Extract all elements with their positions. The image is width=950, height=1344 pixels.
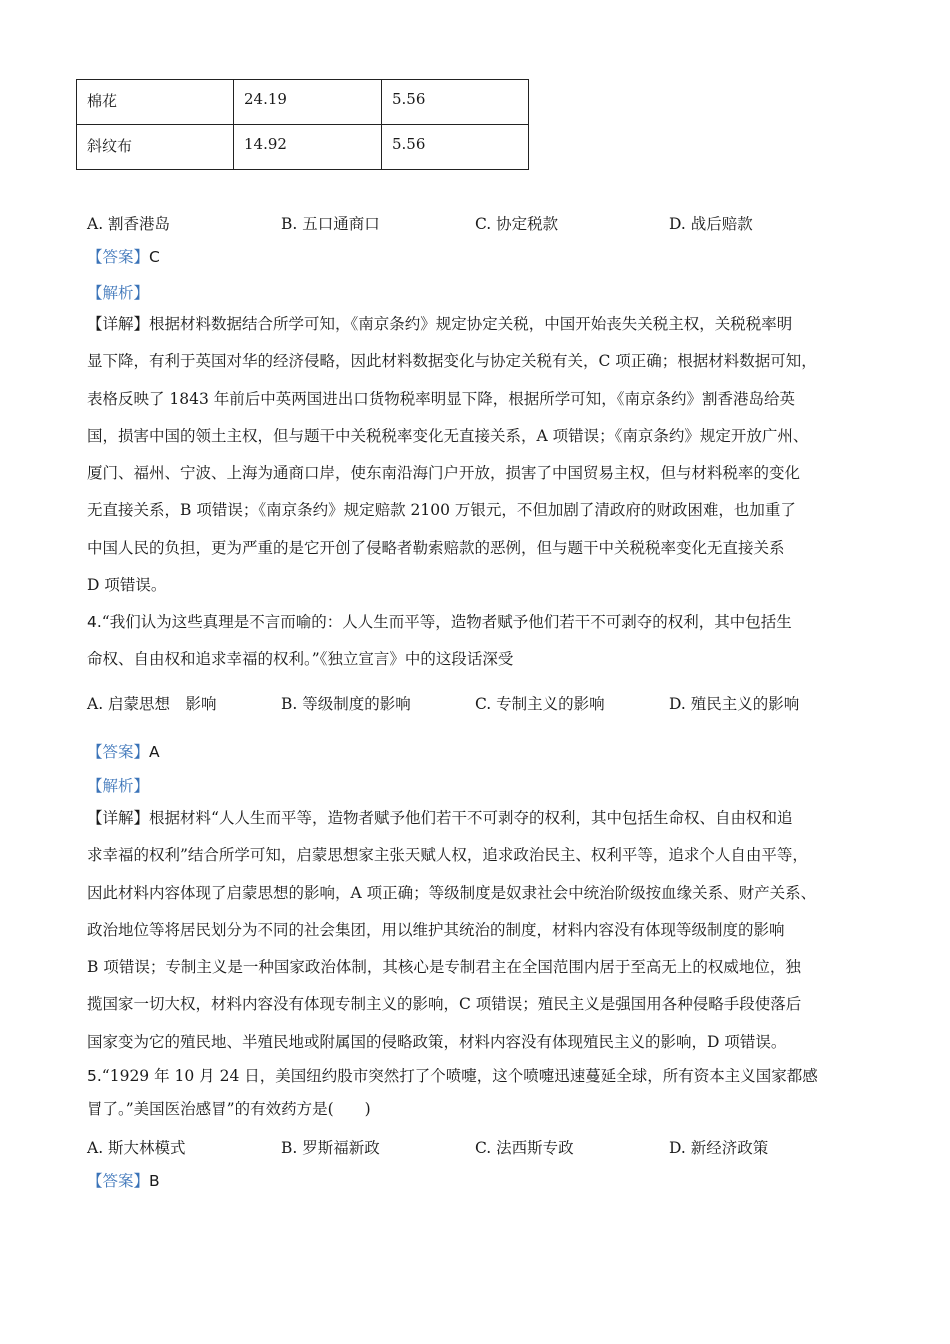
question-number: 5. xyxy=(87,1067,102,1085)
detail-line xyxy=(87,306,867,343)
q3-option-a[interactable]: A. 割香港岛 xyxy=(87,215,171,233)
question-number: 4. xyxy=(87,613,102,631)
stem-line xyxy=(87,604,867,641)
q4-option-d[interactable]: D. 殖民主义的影响 xyxy=(669,695,800,713)
detail-line: 表格反映了 1843 年前后中英两国进出口货物税率明显下降，根据所学可知，《南京条约》割香港岛给英 xyxy=(87,389,796,408)
q5-option-b[interactable]: B. 罗斯福新政 xyxy=(281,1139,380,1157)
detail-line: 中国人民的负担，更为严重的是它开创了侵略者勒索赔款的恶例，但与题干中关税税率变化无直接关系 xyxy=(87,538,785,557)
q4-option-a[interactable]: A. 启蒙思想 影响 xyxy=(87,695,217,713)
detail-line xyxy=(87,800,867,837)
detail-line: 显下降，有利于英国对华的经济侵略，因此材料数据变化与协定关税有关，C 项正确；根据材料数据可知， xyxy=(87,352,817,371)
q4-option-c[interactable]: C. 专制主义的影响 xyxy=(475,695,605,713)
tax-rate-table xyxy=(76,79,529,170)
q5-answer xyxy=(87,1169,160,1191)
q3-answer xyxy=(87,245,160,267)
q5-option-d[interactable]: D. 新经济政策 xyxy=(669,1139,769,1157)
answer-value: A xyxy=(149,743,160,761)
q5-stem xyxy=(87,1060,867,1126)
detail-tag: 【详解】 xyxy=(87,809,150,827)
detail-text: 根据材料数据结合所学可知，《南京条约》规定协定关税，中国开始丧失关税主权，关税税率明 xyxy=(149,315,793,333)
answer-tag: 【答案】 xyxy=(87,743,150,761)
detail-line: 求幸福的权利”结合所学可知，启蒙思想家主张天赋人权，追求政治民主、权利平等，追求个人自由平等， xyxy=(87,846,808,865)
q4-detail xyxy=(87,800,867,1061)
q5-option-a[interactable]: A. 斯大林模式 xyxy=(87,1139,186,1157)
table-cell: 棉花 xyxy=(77,80,234,125)
stem-text: “1929 年 10 月 24 日，美国纽约股市突然打了个喷嚏，这个喷嚏迅速蔓延全球，所有资本主义国家都感 xyxy=(101,1067,818,1085)
q3-analysis-tag: 【解析】 xyxy=(87,284,150,302)
table-cell: 5.56 xyxy=(382,125,529,170)
q3-detail xyxy=(87,306,867,604)
table-cell: 斜纹布 xyxy=(77,125,234,170)
stem-line: 冒了。”美国医治感冒”的有效药方是( ) xyxy=(87,1100,371,1118)
q4-answer xyxy=(87,740,160,762)
table-row xyxy=(77,80,529,125)
q4-option-b[interactable]: B. 等级制度的影响 xyxy=(281,695,411,713)
answer-value: C xyxy=(149,248,160,266)
q3-option-b[interactable]: B. 五口通商口 xyxy=(281,215,380,233)
detail-tag: 【详解】 xyxy=(87,315,150,333)
q4-analysis-tag: 【解析】 xyxy=(87,777,150,795)
answer-value: B xyxy=(149,1172,160,1190)
detail-line: 国家变为它的殖民地、半殖民地或附属国的侵略政策，材料内容没有体现殖民主义的影响，D 项错误。 xyxy=(87,1032,787,1051)
table-row xyxy=(77,125,529,170)
detail-line: 无直接关系，B 项错误；《南京条约》规定赔款 2100 万银元，不但加剧了清政府的财政困难，也加重了 xyxy=(87,501,796,520)
stem-text: “我们认为这些真理是不言而喻的：人人生而平等，造物者赋予他们若干不可剥夺的权利，其中包括生 xyxy=(101,613,792,631)
table-cell: 24.19 xyxy=(234,80,382,125)
detail-line: 因此材料内容体现了启蒙思想的影响，A 项正确；等级制度是奴隶社会中统治阶级按血缘关系、财产关系、 xyxy=(87,883,817,902)
q4-stem xyxy=(87,604,867,679)
q3-option-d[interactable]: D. 战后赔款 xyxy=(669,215,753,233)
detail-line: D 项错误。 xyxy=(87,576,167,595)
q5-option-c[interactable]: C. 法西斯专政 xyxy=(475,1139,574,1157)
detail-line: 厦门、福州、宁波、上海为通商口岸，使东南沿海门户开放，损害了中国贸易主权，但与材料税率的变化 xyxy=(87,464,801,483)
detail-line: 国，损害中国的领土主权，但与题干中关税税率变化无直接关系，A 项错误；《南京条约》规定开放广州、 xyxy=(87,426,809,445)
answer-tag: 【答案】 xyxy=(87,248,150,266)
stem-line xyxy=(87,1060,867,1093)
q3-option-c[interactable]: C. 协定税款 xyxy=(475,215,559,233)
detail-line: 政治地位等将居民划分为不同的社会集团，用以维护其统治的制度，材料内容没有体现等级制度的影响 xyxy=(87,920,785,939)
detail-line: 揽国家一切大权，材料内容没有体现专制主义的影响，C 项错误；殖民主义是强国用各种侵略手段使落后 xyxy=(87,995,802,1014)
stem-line: 命权、自由权和追求幸福的权利。”《独立宣言》中的这段话深受 xyxy=(87,650,514,669)
detail-text: 根据材料“人人生而平等，造物者赋予他们若干不可剥夺的权利，其中包括生命权、自由权和追 xyxy=(149,809,793,827)
detail-line: B 项错误；专制主义是一种国家政治体制，其核心是专制君主在全国范围内居于至高无上的权威地位，独 xyxy=(87,958,801,977)
answer-tag: 【答案】 xyxy=(87,1172,150,1190)
table-cell: 14.92 xyxy=(234,125,382,170)
table-cell: 5.56 xyxy=(382,80,529,125)
